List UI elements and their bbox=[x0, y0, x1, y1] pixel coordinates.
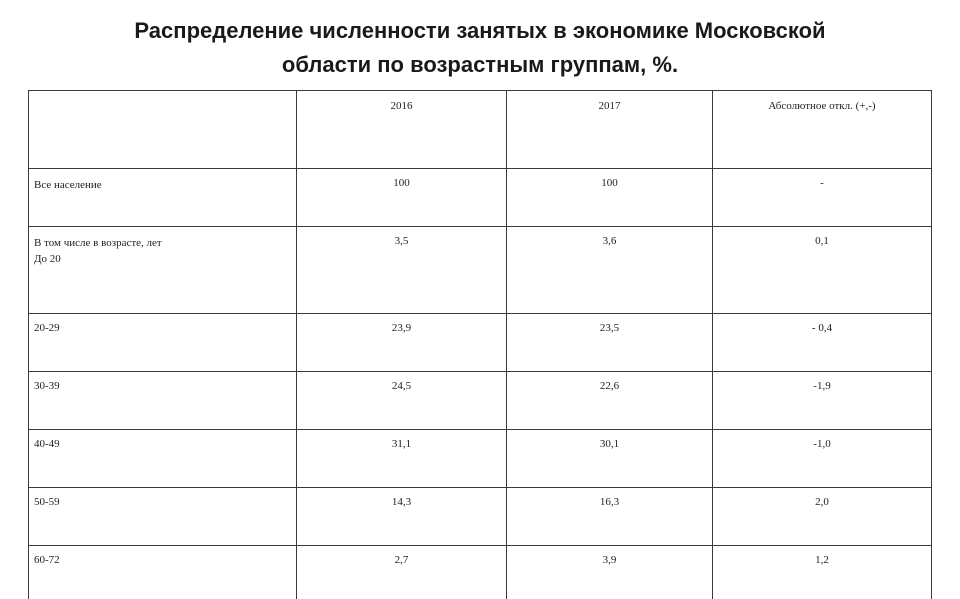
row-label-text: Все население bbox=[34, 177, 296, 193]
row-label-subtext: До 20 bbox=[34, 251, 296, 267]
row-label: 20-29 bbox=[29, 314, 297, 372]
value-diff: - 0,4 bbox=[713, 314, 932, 372]
header-empty-cell bbox=[29, 91, 297, 169]
table-row bbox=[29, 546, 932, 599]
row-label: 30-39 bbox=[29, 372, 297, 430]
value-diff: 1,2 bbox=[713, 546, 932, 599]
row-label bbox=[29, 169, 297, 227]
value-2017: 30,1 bbox=[507, 430, 713, 488]
value-2017: 100 bbox=[507, 169, 713, 227]
value-diff: 0,1 bbox=[713, 227, 932, 314]
value-diff: -1,0 bbox=[713, 430, 932, 488]
value-2016: 3,5 bbox=[297, 227, 507, 314]
header-2016: 2016 bbox=[297, 91, 507, 169]
table-row bbox=[29, 430, 932, 488]
value-diff: - bbox=[713, 169, 932, 227]
value-diff: 2,0 bbox=[713, 488, 932, 546]
table-row bbox=[29, 314, 932, 372]
table-row bbox=[29, 488, 932, 546]
value-2017: 22,6 bbox=[507, 372, 713, 430]
employment-age-table bbox=[28, 90, 932, 599]
row-label: 60-72 bbox=[29, 546, 297, 599]
table-row bbox=[29, 169, 932, 227]
value-2016: 100 bbox=[297, 169, 507, 227]
value-2017: 23,5 bbox=[507, 314, 713, 372]
value-2016: 14,3 bbox=[297, 488, 507, 546]
value-2017: 3,6 bbox=[507, 227, 713, 314]
title-line-1: Распределение численности занятых в экономике Московской bbox=[0, 14, 960, 48]
value-2017: 16,3 bbox=[507, 488, 713, 546]
header-2017: 2017 bbox=[507, 91, 713, 169]
value-diff: -1,9 bbox=[713, 372, 932, 430]
row-label bbox=[29, 227, 297, 314]
value-2017: 3,9 bbox=[507, 546, 713, 599]
header-abs-deviation: Абсолютное откл. (+,-) bbox=[713, 91, 932, 169]
value-2016: 31,1 bbox=[297, 430, 507, 488]
row-label-text: В том числе в возрасте, лет bbox=[34, 235, 296, 251]
value-2016: 23,9 bbox=[297, 314, 507, 372]
page-title bbox=[0, 14, 960, 82]
row-label: 40-49 bbox=[29, 430, 297, 488]
table-row bbox=[29, 372, 932, 430]
table-row bbox=[29, 227, 932, 314]
title-line-2: области по возрастным группам, %. bbox=[0, 48, 960, 82]
table-header-row bbox=[29, 91, 932, 169]
value-2016: 2,7 bbox=[297, 546, 507, 599]
row-label: 50-59 bbox=[29, 488, 297, 546]
value-2016: 24,5 bbox=[297, 372, 507, 430]
